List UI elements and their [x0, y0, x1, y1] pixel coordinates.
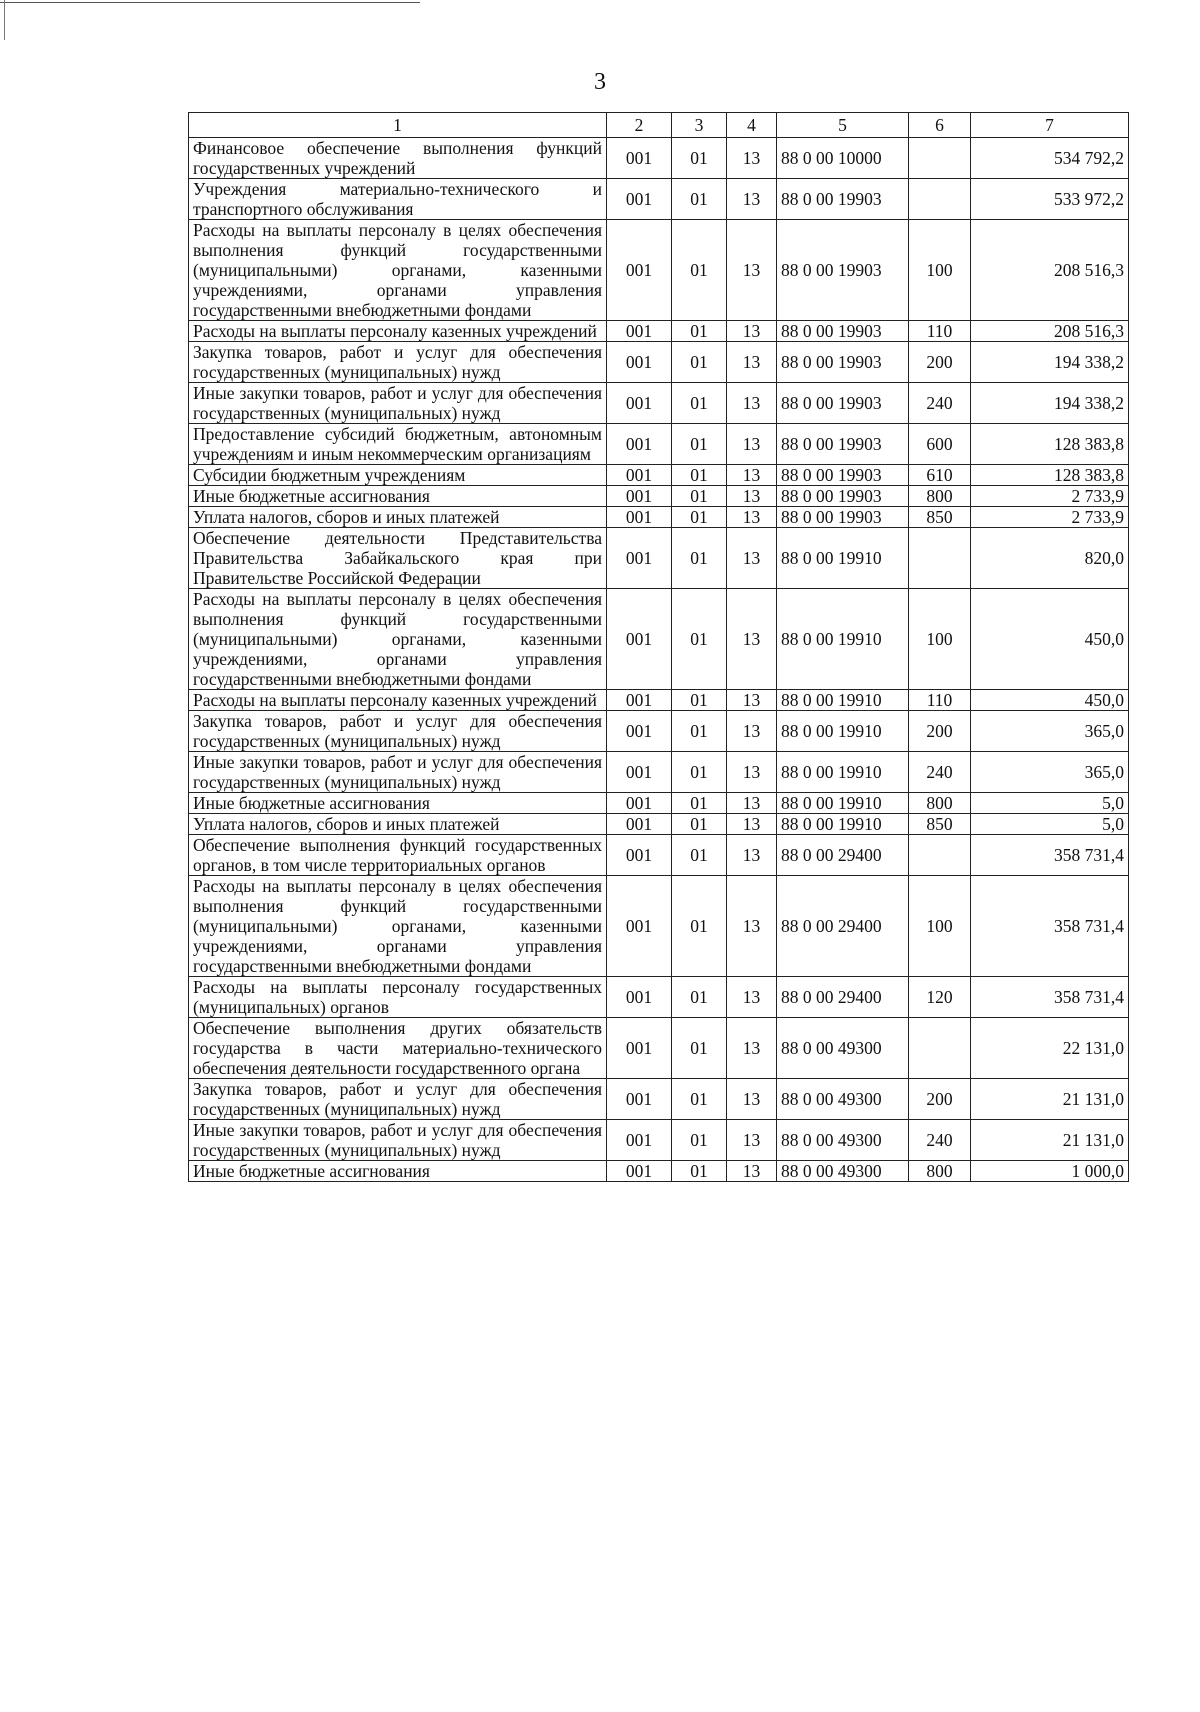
row-subsection-cell: 13 [727, 977, 777, 1018]
row-subsection-cell: 13 [727, 528, 777, 589]
row-section-cell: 01 [672, 752, 727, 793]
column-header: 4 [727, 113, 777, 138]
row-name-cell: Финансовое обеспечение выполнения функций государственных учреждений [189, 138, 607, 179]
row-amount-cell: 820,0 [971, 528, 1129, 589]
row-code-cell: 001 [607, 220, 672, 321]
row-subsection-cell: 13 [727, 793, 777, 814]
row-section-cell: 01 [672, 711, 727, 752]
row-section-cell: 01 [672, 342, 727, 383]
row-code-cell: 001 [607, 321, 672, 342]
table-row [189, 1079, 1129, 1120]
row-target-article-cell: 88 0 00 19910 [777, 814, 909, 835]
row-target-article-cell: 88 0 00 19903 [777, 220, 909, 321]
table-row [189, 220, 1129, 321]
row-code-cell: 001 [607, 977, 672, 1018]
row-section-cell: 01 [672, 507, 727, 528]
row-target-article-cell: 88 0 00 19903 [777, 179, 909, 220]
row-section-cell: 01 [672, 814, 727, 835]
row-name-cell: Предоставление субсидий бюджетным, автономным учреждениям и иным некоммерческим организациям [189, 424, 607, 465]
row-amount-cell: 22 131,0 [971, 1018, 1129, 1079]
row-amount-cell: 358 731,4 [971, 876, 1129, 977]
row-target-article-cell: 88 0 00 19910 [777, 589, 909, 690]
row-name-cell: Обеспечение деятельности Представительства Правительства Забайкальского края при Правительстве Российской Федерации [189, 528, 607, 589]
row-name-cell: Расходы на выплаты персоналу в целях обеспечения выполнения функций государственными (муниципальными) органами, казенными учреждениями, органами управления государственными внебюджетными фондами [189, 220, 607, 321]
row-subsection-cell: 13 [727, 179, 777, 220]
row-expense-type-cell: 200 [909, 342, 971, 383]
row-subsection-cell: 13 [727, 138, 777, 179]
table-row [189, 138, 1129, 179]
row-subsection-cell: 13 [727, 1120, 777, 1161]
row-amount-cell: 128 383,8 [971, 424, 1129, 465]
row-expense-type-cell: 800 [909, 486, 971, 507]
row-expense-type-cell: 100 [909, 876, 971, 977]
row-target-article-cell: 88 0 00 29400 [777, 977, 909, 1018]
row-subsection-cell: 13 [727, 876, 777, 977]
row-target-article-cell: 88 0 00 19903 [777, 321, 909, 342]
column-header: 1 [189, 113, 607, 138]
row-section-cell: 01 [672, 528, 727, 589]
row-name-cell: Уплата налогов, сборов и иных платежей [189, 814, 607, 835]
row-subsection-cell: 13 [727, 424, 777, 465]
row-section-cell: 01 [672, 835, 727, 876]
row-expense-type-cell: 120 [909, 977, 971, 1018]
row-section-cell: 01 [672, 138, 727, 179]
row-target-article-cell: 88 0 00 49300 [777, 1079, 909, 1120]
row-subsection-cell: 13 [727, 1079, 777, 1120]
row-name-cell: Расходы на выплаты персоналу в целях обеспечения выполнения функций государственными (муниципальными) органами, казенными учреждениями, органами управления государственными внебюджетными фондами [189, 589, 607, 690]
row-subsection-cell: 13 [727, 321, 777, 342]
row-amount-cell: 5,0 [971, 814, 1129, 835]
row-section-cell: 01 [672, 690, 727, 711]
row-expense-type-cell [909, 528, 971, 589]
table-row [189, 1018, 1129, 1079]
row-expense-type-cell: 850 [909, 507, 971, 528]
row-target-article-cell: 88 0 00 19910 [777, 711, 909, 752]
row-code-cell: 001 [607, 424, 672, 465]
row-expense-type-cell: 100 [909, 589, 971, 690]
row-section-cell: 01 [672, 179, 727, 220]
row-amount-cell: 128 383,8 [971, 465, 1129, 486]
row-amount-cell: 21 131,0 [971, 1079, 1129, 1120]
table-row [189, 424, 1129, 465]
row-amount-cell: 2 733,9 [971, 486, 1129, 507]
row-expense-type-cell: 850 [909, 814, 971, 835]
row-amount-cell: 2 733,9 [971, 507, 1129, 528]
row-subsection-cell: 13 [727, 342, 777, 383]
row-subsection-cell: 13 [727, 711, 777, 752]
row-code-cell: 001 [607, 835, 672, 876]
row-subsection-cell: 13 [727, 835, 777, 876]
row-name-cell: Субсидии бюджетным учреждениям [189, 465, 607, 486]
row-name-cell: Закупка товаров, работ и услуг для обеспечения государственных (муниципальных) нужд [189, 1079, 607, 1120]
row-amount-cell: 208 516,3 [971, 321, 1129, 342]
row-section-cell: 01 [672, 1161, 727, 1182]
row-amount-cell: 450,0 [971, 690, 1129, 711]
row-name-cell: Обеспечение выполнения функций государственных органов, в том числе территориальных органов [189, 835, 607, 876]
table-row [189, 835, 1129, 876]
row-code-cell: 001 [607, 793, 672, 814]
scan-artifact-edge [4, 0, 5, 40]
row-target-article-cell: 88 0 00 19903 [777, 465, 909, 486]
row-name-cell: Иные бюджетные ассигнования [189, 1161, 607, 1182]
row-expense-type-cell [909, 138, 971, 179]
row-section-cell: 01 [672, 1120, 727, 1161]
row-amount-cell: 534 792,2 [971, 138, 1129, 179]
row-expense-type-cell: 110 [909, 321, 971, 342]
row-section-cell: 01 [672, 876, 727, 977]
table-row [189, 711, 1129, 752]
row-target-article-cell: 88 0 00 29400 [777, 876, 909, 977]
row-name-cell: Расходы на выплаты персоналу казенных учреждений [189, 321, 607, 342]
row-code-cell: 001 [607, 690, 672, 711]
row-expense-type-cell: 800 [909, 1161, 971, 1182]
row-target-article-cell: 88 0 00 49300 [777, 1120, 909, 1161]
row-code-cell: 001 [607, 179, 672, 220]
row-amount-cell: 208 516,3 [971, 220, 1129, 321]
table-row [189, 465, 1129, 486]
row-subsection-cell: 13 [727, 589, 777, 690]
table-row [189, 486, 1129, 507]
row-target-article-cell: 88 0 00 19910 [777, 752, 909, 793]
row-name-cell: Иные бюджетные ассигнования [189, 486, 607, 507]
row-expense-type-cell: 240 [909, 1120, 971, 1161]
row-code-cell: 001 [607, 342, 672, 383]
table-row [189, 977, 1129, 1018]
row-subsection-cell: 13 [727, 383, 777, 424]
row-code-cell: 001 [607, 711, 672, 752]
row-amount-cell: 5,0 [971, 793, 1129, 814]
row-target-article-cell: 88 0 00 19903 [777, 342, 909, 383]
row-expense-type-cell: 110 [909, 690, 971, 711]
row-expense-type-cell [909, 835, 971, 876]
row-name-cell: Учреждения материально-технического и транспортного обслуживания [189, 179, 607, 220]
row-code-cell: 001 [607, 507, 672, 528]
scan-artifact-line [0, 2, 420, 3]
page-number: 3 [594, 69, 606, 95]
row-section-cell: 01 [672, 321, 727, 342]
row-expense-type-cell: 100 [909, 220, 971, 321]
row-code-cell: 001 [607, 589, 672, 690]
row-name-cell: Расходы на выплаты персоналу государственных (муниципальных) органов [189, 977, 607, 1018]
table-row [189, 1161, 1129, 1182]
row-amount-cell: 1 000,0 [971, 1161, 1129, 1182]
row-section-cell: 01 [672, 977, 727, 1018]
row-subsection-cell: 13 [727, 752, 777, 793]
column-header: 6 [909, 113, 971, 138]
row-amount-cell: 450,0 [971, 589, 1129, 690]
row-code-cell: 001 [607, 1018, 672, 1079]
row-amount-cell: 194 338,2 [971, 383, 1129, 424]
column-header: 7 [971, 113, 1129, 138]
row-code-cell: 001 [607, 814, 672, 835]
row-expense-type-cell: 200 [909, 711, 971, 752]
row-subsection-cell: 13 [727, 486, 777, 507]
budget-table [188, 112, 1129, 1182]
row-name-cell: Обеспечение выполнения других обязательств государства в части материально-технического обеспечения деятельности государственного органа [189, 1018, 607, 1079]
table-row [189, 321, 1129, 342]
row-amount-cell: 358 731,4 [971, 977, 1129, 1018]
row-target-article-cell: 88 0 00 49300 [777, 1161, 909, 1182]
row-code-cell: 001 [607, 528, 672, 589]
table-row [189, 342, 1129, 383]
row-name-cell: Расходы на выплаты персоналу казенных учреждений [189, 690, 607, 711]
row-section-cell: 01 [672, 220, 727, 321]
row-code-cell: 001 [607, 138, 672, 179]
table-row [189, 528, 1129, 589]
row-target-article-cell: 88 0 00 19910 [777, 690, 909, 711]
row-code-cell: 001 [607, 752, 672, 793]
row-code-cell: 001 [607, 383, 672, 424]
table-body [189, 138, 1129, 1182]
table-row [189, 179, 1129, 220]
row-amount-cell: 358 731,4 [971, 835, 1129, 876]
row-target-article-cell: 88 0 00 19903 [777, 486, 909, 507]
table-row [189, 814, 1129, 835]
column-header: 2 [607, 113, 672, 138]
row-name-cell: Иные закупки товаров, работ и услуг для обеспечения государственных (муниципальных) нужд [189, 383, 607, 424]
row-name-cell: Уплата налогов, сборов и иных платежей [189, 507, 607, 528]
row-amount-cell: 365,0 [971, 752, 1129, 793]
table-row [189, 690, 1129, 711]
row-name-cell: Закупка товаров, работ и услуг для обеспечения государственных (муниципальных) нужд [189, 342, 607, 383]
row-section-cell: 01 [672, 793, 727, 814]
row-expense-type-cell: 240 [909, 752, 971, 793]
table-row [189, 752, 1129, 793]
row-target-article-cell: 88 0 00 10000 [777, 138, 909, 179]
row-subsection-cell: 13 [727, 814, 777, 835]
table-row [189, 793, 1129, 814]
row-expense-type-cell: 600 [909, 424, 971, 465]
row-amount-cell: 194 338,2 [971, 342, 1129, 383]
row-expense-type-cell: 240 [909, 383, 971, 424]
row-name-cell: Закупка товаров, работ и услуг для обеспечения государственных (муниципальных) нужд [189, 711, 607, 752]
column-header: 5 [777, 113, 909, 138]
table-row [189, 383, 1129, 424]
row-section-cell: 01 [672, 465, 727, 486]
row-code-cell: 001 [607, 465, 672, 486]
row-expense-type-cell: 800 [909, 793, 971, 814]
table-row [189, 1120, 1129, 1161]
row-name-cell: Иные закупки товаров, работ и услуг для обеспечения государственных (муниципальных) нужд [189, 752, 607, 793]
row-subsection-cell: 13 [727, 507, 777, 528]
row-expense-type-cell: 200 [909, 1079, 971, 1120]
column-header: 3 [672, 113, 727, 138]
row-subsection-cell: 13 [727, 220, 777, 321]
row-target-article-cell: 88 0 00 19910 [777, 528, 909, 589]
row-section-cell: 01 [672, 1018, 727, 1079]
row-amount-cell: 365,0 [971, 711, 1129, 752]
row-code-cell: 001 [607, 1161, 672, 1182]
row-code-cell: 001 [607, 1079, 672, 1120]
row-expense-type-cell: 610 [909, 465, 971, 486]
row-subsection-cell: 13 [727, 1018, 777, 1079]
table-row [189, 507, 1129, 528]
row-subsection-cell: 13 [727, 465, 777, 486]
row-section-cell: 01 [672, 486, 727, 507]
row-target-article-cell: 88 0 00 19903 [777, 507, 909, 528]
row-name-cell: Иные бюджетные ассигнования [189, 793, 607, 814]
row-section-cell: 01 [672, 589, 727, 690]
table-row [189, 589, 1129, 690]
row-target-article-cell: 88 0 00 29400 [777, 835, 909, 876]
row-section-cell: 01 [672, 1079, 727, 1120]
table-row [189, 876, 1129, 977]
row-name-cell: Расходы на выплаты персоналу в целях обеспечения выполнения функций государственными (муниципальными) органами, казенными учреждениями, органами управления государственными внебюджетными фондами [189, 876, 607, 977]
row-subsection-cell: 13 [727, 690, 777, 711]
row-code-cell: 001 [607, 486, 672, 507]
row-name-cell: Иные закупки товаров, работ и услуг для обеспечения государственных (муниципальных) нужд [189, 1120, 607, 1161]
row-target-article-cell: 88 0 00 19903 [777, 424, 909, 465]
row-amount-cell: 21 131,0 [971, 1120, 1129, 1161]
row-code-cell: 001 [607, 1120, 672, 1161]
row-target-article-cell: 88 0 00 49300 [777, 1018, 909, 1079]
row-target-article-cell: 88 0 00 19903 [777, 383, 909, 424]
row-expense-type-cell [909, 179, 971, 220]
row-expense-type-cell [909, 1018, 971, 1079]
row-section-cell: 01 [672, 383, 727, 424]
row-code-cell: 001 [607, 876, 672, 977]
row-target-article-cell: 88 0 00 19910 [777, 793, 909, 814]
row-amount-cell: 533 972,2 [971, 179, 1129, 220]
header-row [189, 113, 1129, 138]
row-subsection-cell: 13 [727, 1161, 777, 1182]
row-section-cell: 01 [672, 424, 727, 465]
